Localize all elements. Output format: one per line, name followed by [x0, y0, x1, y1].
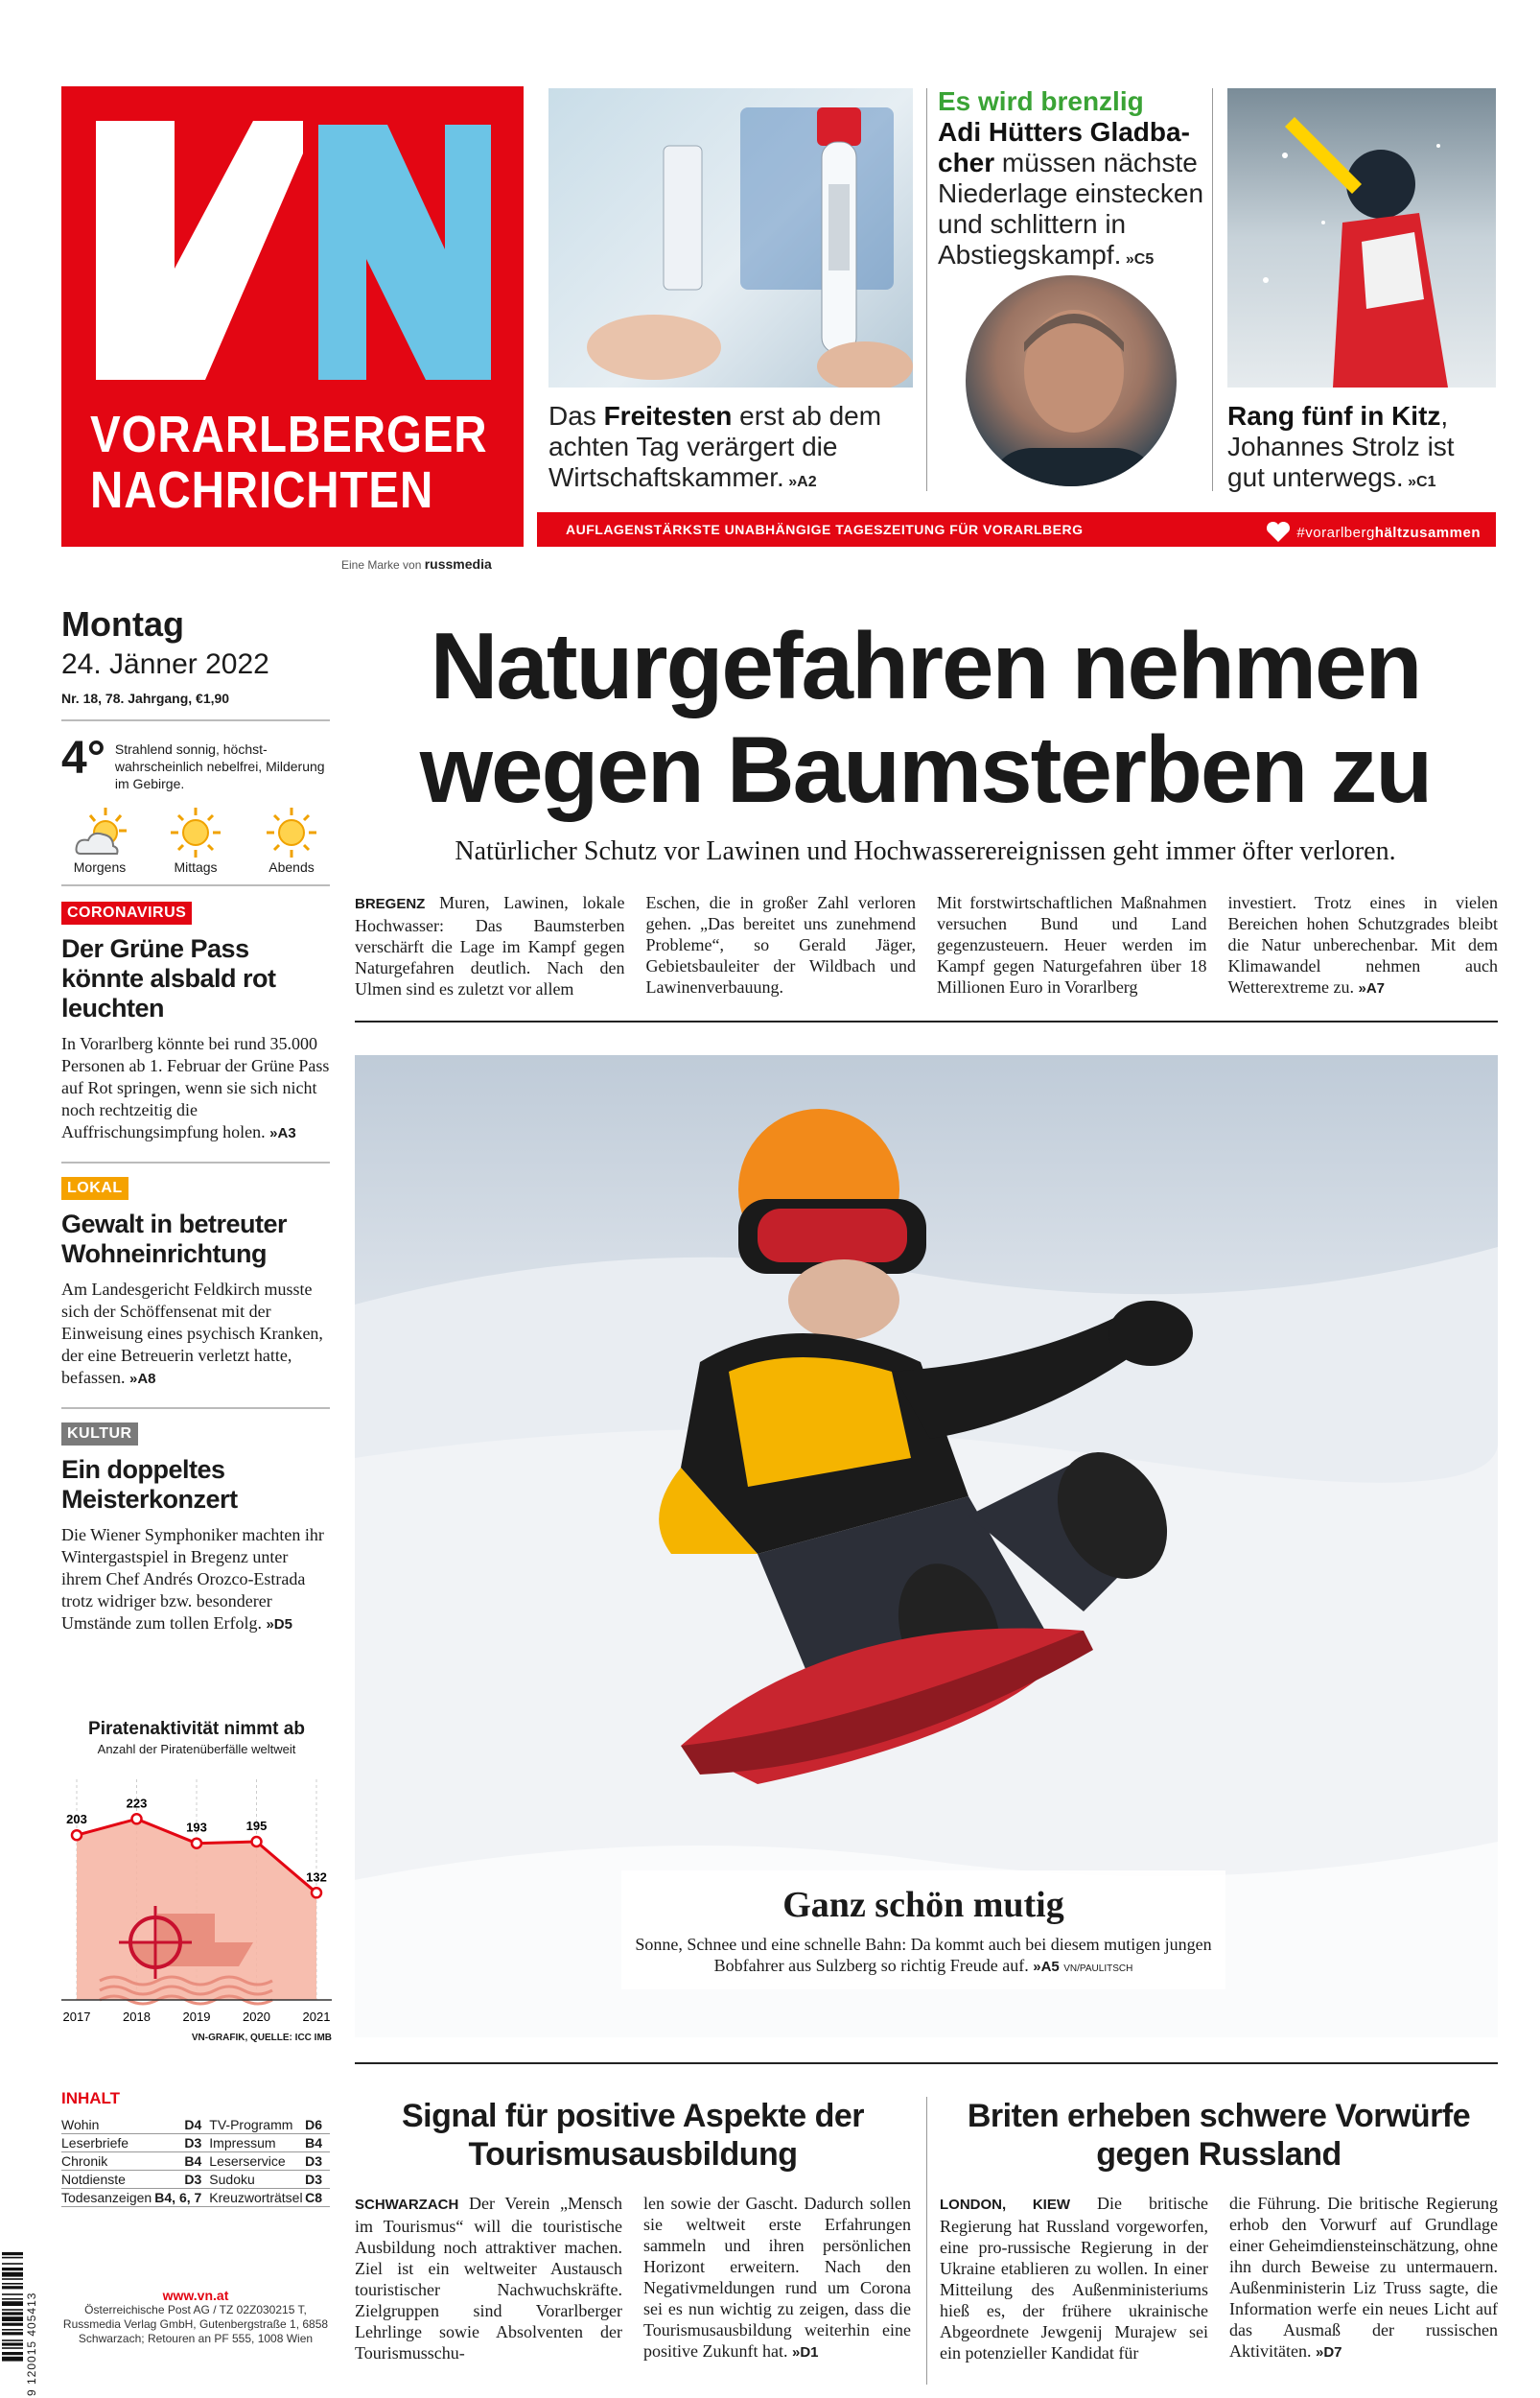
coach-portrait[interactable]	[963, 272, 1179, 489]
chart-data-label: 223	[126, 1796, 148, 1811]
logo-line-2: NACHRICHTEN	[90, 461, 434, 519]
left-story-lokal[interactable]	[61, 1177, 330, 1390]
brand-note	[341, 556, 492, 572]
left-column	[61, 604, 330, 1635]
contents-page: D3	[153, 2171, 209, 2189]
bottom-left-body	[355, 2193, 911, 2363]
barcode	[0, 2250, 48, 2396]
imprint-text: Österreichische Post AG / TZ 02Z030215 T, Russmedia Verlag GmbH, Gutenbergstraße 1, 6858 Schwarzach; Retouren an PF 555, 1008 Wien	[62, 2303, 329, 2345]
teaser-ski-ref: »C1	[1403, 474, 1436, 490]
lead-body	[355, 892, 1498, 999]
left-story-kultur[interactable]	[61, 1422, 330, 1635]
brand-prefix: Eine Marke von	[341, 558, 422, 572]
weather-label-morning: Morgens	[73, 859, 127, 875]
slogan-bar	[537, 512, 1496, 547]
chart-point	[72, 1830, 82, 1840]
logo-line-1: VORARLBERGER	[90, 406, 488, 463]
lead-text: investiert. Trotz eines in vielen Bereichen hohen Schutzgrades bleibt die Natur unberechenbar. Mit dem Klimawandel nehmen auch Wetterextreme zu.	[1227, 893, 1498, 997]
chart-title: Piratenaktivität nimmt ab	[88, 1719, 305, 1739]
contents-section: Wohin	[61, 2116, 153, 2134]
bottom-right-text: die Führung. Die britische Regierung erhob den Vorwurf auf Grundlage einer Geheimdiensteinschätzung, ohne ihn durch Beweise zu untermauern. Außenministerin Liz Truss sagte, die Information werfe ein neues Licht auf das Ausmaß der russischen Aktivitäten.	[1229, 2194, 1498, 2361]
tag-lokal: LOKAL	[61, 1177, 128, 1200]
contents-section: Sudoku	[209, 2171, 304, 2189]
skier-icon	[1227, 88, 1496, 388]
heart-icon	[1266, 522, 1291, 543]
bottom-right-headline[interactable]: Briten erheben schwere Vorwürfe gegen Russland	[967, 2098, 1471, 2173]
ski-photo[interactable]	[1227, 88, 1496, 388]
contents-page: B4	[153, 2152, 209, 2171]
chart-subtitle: Anzahl der Piratenüberfälle weltweit	[97, 1742, 296, 1756]
sun-icon	[167, 806, 224, 859]
partly-cloudy-icon	[71, 806, 128, 859]
left-story-headline: Der Grüne Pass könnte alsbald rot leuchten	[61, 934, 276, 1023]
contents-row	[61, 2152, 330, 2171]
slogan-text: AUFLAGENSTÄRKSTE UNABHÄNGIGE TAGESZEITUNG FÜR VORARLBERG	[566, 522, 1084, 537]
test-tube-icon	[548, 88, 913, 388]
caption-headline: Ganz schön mutig	[782, 1885, 1064, 1925]
hashtag-pre: #vorarlberg	[1296, 524, 1375, 541]
left-story-ref: »A8	[128, 1371, 156, 1387]
brand-name: russmedia	[424, 556, 492, 572]
teaser-test-bold: Freitesten	[603, 401, 733, 431]
chart-data-label: 193	[186, 1820, 207, 1835]
lead-headline[interactable]: Naturgefahren nehmen wegen Baumsterben zu	[419, 613, 1432, 822]
bottom-left-text: Der Verein „Mensch im Tourismus“ will die touristische Ausbildung noch attraktiver machen. Ziel ist ein weltweiter Austausch touristischer Nachwuchskräfte. Zielgruppen sind Vorarlberger Lehrlinge sowie Absolventen der Tourismusschu-	[355, 2194, 622, 2363]
tag-corona: CORONAVIRUS	[61, 902, 192, 925]
temperature: 4°	[61, 733, 105, 784]
caption-body: Sonne, Schnee und eine schnelle Bahn: Da kommt auch bei diesem mutigen jungen Bobfahrer aus Sulzberg so richtig Freude auf.	[635, 1935, 1212, 1975]
contents-section: Kreuzworträtsel	[209, 2190, 303, 2205]
chart-data-label: 132	[306, 1869, 327, 1885]
weather-evening	[253, 806, 330, 875]
contents-page: B4, 6, 7	[153, 2189, 209, 2207]
teaser-sport-kicker: Es wird brenzlig	[938, 86, 1144, 116]
contents-page: D3	[305, 2152, 330, 2171]
sun-icon	[263, 806, 320, 859]
contents-page: D6	[305, 2116, 330, 2134]
piracy-chart	[61, 1719, 332, 2051]
test-photo[interactable]	[548, 88, 913, 388]
issue-info: Nr. 18, 78. Jahrgang, €1,90	[61, 691, 230, 706]
contents-table	[61, 2116, 330, 2207]
photo-caption	[621, 1870, 1225, 1989]
chart-data-label: 203	[66, 1812, 87, 1827]
contents-row	[61, 2171, 330, 2189]
teaser-test-pre: Das	[548, 401, 604, 431]
chart-tick-label: 2021	[302, 2010, 331, 2024]
imprint	[61, 2289, 330, 2346]
contents-section: Notdienste	[61, 2171, 153, 2189]
vn-monogram-icon	[61, 86, 524, 403]
teaser-ski-text: , Johannes Strolz ist gut unterwegs.	[1227, 401, 1455, 492]
contents-section: Chronik	[61, 2152, 153, 2171]
lead-col-4	[1228, 892, 1499, 999]
lead-col-1	[355, 892, 625, 999]
vn-logo[interactable]	[61, 86, 524, 547]
hashtag-bold: hältzusammen	[1374, 524, 1481, 541]
photo-credit: VN/PAULITSCH	[1063, 1963, 1133, 1974]
contents-section: Leserbriefe	[61, 2134, 153, 2152]
left-story-body: Die Wiener Symphoniker machten ihr Wintergastspiel in Bregenz unter ihrem Chef Andrés Orozco-Estrada trotz widriger bzw. besonderer Umstände zum tollen Erfolg.	[61, 1525, 324, 1633]
contents-title: INHALT	[61, 2089, 121, 2107]
contents-row	[61, 2116, 330, 2134]
bottom-left-dateline: SCHWARZACH	[355, 2197, 459, 2213]
chart-point	[132, 1814, 142, 1823]
weather-label-evening: Abends	[268, 859, 315, 875]
chart-point	[252, 1837, 262, 1846]
left-story-headline: Ein doppeltes Meisterkonzert	[61, 1455, 238, 1514]
lead-ref: »A7	[1358, 980, 1386, 997]
chart-point	[192, 1839, 201, 1848]
contents-section: Todesanzeigen	[61, 2190, 152, 2205]
lead-col-3	[937, 892, 1207, 999]
teaser-ski-bold: Rang fünf in Kitz	[1227, 401, 1441, 431]
contents-page: D3	[305, 2171, 330, 2189]
chart-tick-label: 2017	[62, 2010, 91, 2024]
teaser-test-ref: »A2	[783, 474, 817, 490]
left-story-corona[interactable]	[61, 902, 330, 1144]
lead-text: Mit forstwirtschaftlichen Maßnahmen versuchen Bund und Land gegenzusteuern. Heuer werden im Kampf gegen Naturgefahren über 18 Millionen Euro in Vorarlberg	[937, 893, 1207, 997]
contents-section: Impressum	[209, 2134, 304, 2152]
contents-page: D4	[153, 2116, 209, 2134]
teaser-sport-text: müssen nächste Niederlage einstecken und schlittern in Abstiegskampf.	[938, 148, 1204, 270]
bottom-right-col-2	[1229, 2193, 1498, 2363]
contents-row	[61, 2134, 330, 2152]
bottom-left-col-1	[355, 2193, 622, 2363]
lead-text: Muren, Lawinen, lokale Hochwasser: Das Baumsterben verschärft die Lage im Kampf gegen Naturgefahren deutlich. Nach den Ulmen sind es zuletzt vor allem	[355, 893, 625, 999]
chart-plot	[61, 1760, 332, 2038]
left-story-ref: »A3	[269, 1125, 296, 1141]
chart-tick-label: 2019	[182, 2010, 211, 2024]
left-story-ref: »D5	[266, 1616, 292, 1633]
contents-section: TV-Programm	[209, 2116, 304, 2134]
teaser-test-text: erst ab dem achten Tag verärgert die Wirtschaftskammer.	[548, 401, 882, 492]
teaser-ski[interactable]	[1227, 401, 1496, 498]
person-icon	[966, 275, 1179, 489]
teaser-sport-bold: Adi Hütters Gladbacher	[938, 117, 1190, 177]
weather-morning	[61, 806, 138, 875]
contents-row	[61, 2189, 330, 2207]
bottom-right-col-1	[940, 2193, 1208, 2363]
left-story-body: In Vorarlberg könnte bei rund 35.000 Personen ab 1. Februar der Grüne Pass auf Rot springen, wenn sie sich nicht noch rechtzeitig die Auffrischungsimpfung holen.	[61, 1034, 330, 1141]
tag-kultur: KULTUR	[61, 1422, 138, 1446]
contents-page: D3	[153, 2134, 209, 2152]
date: 24. Jänner 2022	[61, 648, 269, 680]
ship-icon	[128, 1942, 253, 1966]
chart-point	[312, 1888, 321, 1897]
teaser-test[interactable]	[548, 401, 913, 498]
weather-noon	[157, 806, 234, 875]
barcode-icon	[0, 2250, 48, 2396]
caption-ref: »A5	[1033, 1959, 1060, 1975]
bottom-right-dateline: LONDON, KIEW	[940, 2197, 1070, 2213]
lead-col-2	[646, 892, 917, 999]
lead-subline: Natürlicher Schutz vor Lawinen und Hochwasserereignissen geht immer öfter verloren.	[455, 836, 1396, 866]
contents-section: Leserservice	[209, 2152, 304, 2171]
contents-page: B4	[305, 2134, 330, 2152]
chart-source: VN-GRAFIK, QUELLE: ICC IMB	[191, 2033, 332, 2043]
hashtag[interactable]	[1266, 522, 1481, 543]
left-story-headline: Gewalt in betreuter Wohneinrichtung	[61, 1210, 288, 1268]
weather-label-noon: Mittags	[174, 859, 218, 875]
weather-description: Strahlend sonnig, höchstwahrscheinlich nebelfrei, Milderung im Gebirge.	[114, 741, 325, 791]
weather-summary	[61, 735, 330, 792]
bottom-left-ref: »D1	[791, 2344, 819, 2361]
teaser-sport[interactable]	[938, 86, 1225, 275]
lead-dateline: BREGENZ	[355, 896, 426, 912]
bottom-left-headline[interactable]: Signal für positive Aspekte der Tourismusausbildung	[401, 2098, 865, 2173]
contents-page: C8	[305, 2189, 330, 2207]
teaser-sport-ref: »C5	[1121, 251, 1155, 268]
chart-data-label: 195	[245, 1819, 268, 1833]
lead-text: Eschen, die in großer Zahl verloren gehen. „Das bereitet uns zunehmend Probleme“, so Gerald Jäger, Gebietsbauleiter der Wildbach und Lawinenverbauung.	[645, 893, 916, 997]
chart-tick-label: 2018	[123, 2010, 151, 2024]
bottom-right-ref: »D7	[1315, 2344, 1342, 2361]
barcode-number: 9 120015 405413	[25, 2292, 38, 2396]
day: Montag	[61, 604, 184, 644]
contents-box	[61, 2089, 330, 2207]
bottom-left-text: len sowie der Gascht. Dadurch sollen sie weltweit erste Erfahrungen sammeln und ihren persönlichen Horizont erweitern. Nach den Negativmeldungen rund um Corona sei es nun wichtig zu zeigen, dass die Tourismusausbildung weiterhin eine positive Zukunft hat.	[643, 2194, 911, 2361]
logo-wordmark	[90, 407, 488, 518]
chart-tick-label: 2020	[243, 2010, 270, 2024]
bottom-left-col-2	[643, 2193, 911, 2363]
bottom-right-text: Die britische Regierung hat Russland vorgeworfen, eine pro-russische Regierung in der Ukraine etablieren zu wollen. In einer Mitteilung des Außenministeriums hieß es, der frühere ukrainische Abgeordnete Jewgenij Murajew sei ein potenzieller Kandidat für	[940, 2194, 1208, 2363]
bottom-right-body	[940, 2193, 1498, 2363]
left-story-body: Am Landesgericht Feldkirch musste sich der Schöffensenat mit der Einweisung eines psychisch Kranken, der eine Betreuerin verletzt hatte, befassen.	[61, 1280, 323, 1387]
imprint-url[interactable]: www.vn.at	[162, 2288, 229, 2303]
